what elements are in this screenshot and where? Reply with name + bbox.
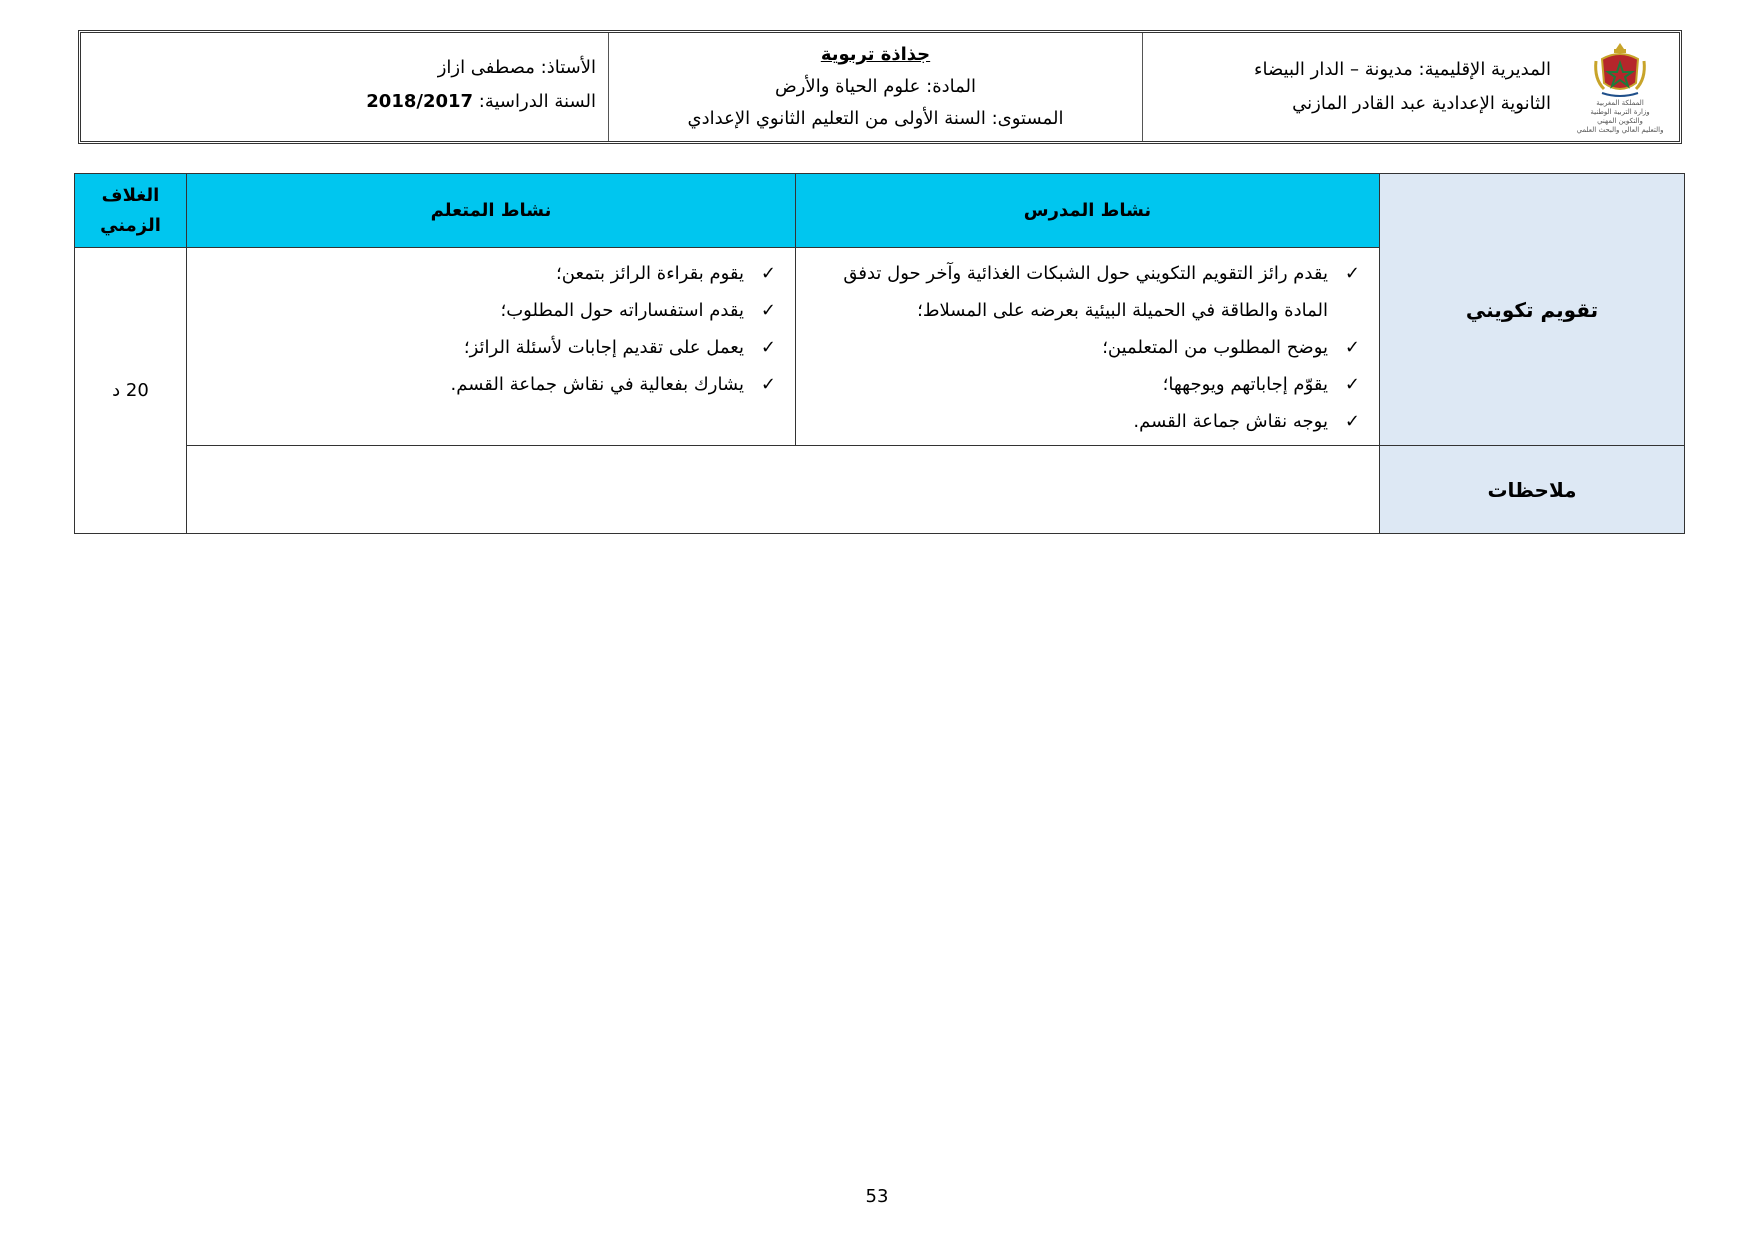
list-item: ✓ يقدم استفساراته حول المطلوب؛ xyxy=(196,292,784,329)
list-item: ✓ يقوم بقراءة الرائز بتمعن؛ xyxy=(196,255,784,292)
school-year-label: السنة الدراسية: xyxy=(473,91,596,112)
notes-label-cell xyxy=(1380,446,1685,534)
teacher-line: الأستاذ: مصطفى ازاز xyxy=(437,57,596,78)
time-value: 20 د xyxy=(112,380,149,401)
check-icon: ✓ xyxy=(1344,337,1360,358)
royal-emblem-icon xyxy=(1592,39,1648,99)
check-icon: ✓ xyxy=(1344,263,1360,284)
check-icon: ✓ xyxy=(760,300,776,321)
level-line: المستوى: السنة الأولى من التعليم الثانوي الإعدادي xyxy=(687,108,1064,129)
school-line: الثانوية الإعدادية عبد القادر المازني xyxy=(1292,93,1551,114)
check-icon: ✓ xyxy=(760,374,776,395)
list-item: ✓ يقوّم إجاباتهم ويوجهها؛ xyxy=(805,366,1368,403)
learner-activity-cell xyxy=(187,248,796,446)
phase-label: تقويم تكويني xyxy=(1465,297,1599,322)
list-item: ✓ يشارك بفعالية في نقاش جماعة القسم. xyxy=(196,366,784,403)
school-year-line xyxy=(81,85,596,119)
time-cell xyxy=(75,248,187,534)
school-year-value: 2018/2017 xyxy=(366,91,474,112)
check-icon: ✓ xyxy=(1344,411,1360,432)
directorate-line: المديرية الإقليمية: مديونة – الدار البيضاء xyxy=(1254,59,1551,80)
phase-cell xyxy=(1380,174,1685,446)
time-header: الغلاف الزمني xyxy=(75,174,187,248)
check-icon: ✓ xyxy=(760,263,776,284)
header-institution xyxy=(1143,33,1679,141)
header-teacher xyxy=(81,33,609,141)
document-header xyxy=(78,30,1682,144)
emblem-caption: المملكة المغربية وزارة التربية الوطنية والتكوين المهني والتعليم العالي والبحث العلمي xyxy=(1576,99,1664,134)
learner-activity-list xyxy=(188,249,794,407)
list-item: ✓ يعمل على تقديم إجابات لأسئلة الرائز؛ xyxy=(196,329,784,366)
header-subject xyxy=(609,33,1143,141)
emblem xyxy=(1565,37,1675,137)
teacher-activity-list xyxy=(797,249,1378,444)
list-item: ✓ يقدم رائز التقويم التكويني حول الشبكات الغذائية وآخر حول تدفق المادة والطاقة في الحميلة البيئية بعرضه على المسلاط؛ xyxy=(805,255,1368,329)
teacher-activity-header: نشاط المدرس xyxy=(796,174,1380,248)
list-item: ✓ يوضح المطلوب من المتعلمين؛ xyxy=(805,329,1368,366)
list-item: ✓ يوجه نقاش جماعة القسم. xyxy=(805,403,1368,440)
subject-line: المادة: علوم الحياة والأرض xyxy=(774,76,977,97)
lesson-table xyxy=(74,173,1685,534)
learner-activity-header: نشاط المتعلم xyxy=(187,174,796,248)
page-number: 53 xyxy=(865,1186,889,1207)
check-icon: ✓ xyxy=(1344,374,1360,395)
check-icon: ✓ xyxy=(760,337,776,358)
notes-cell xyxy=(187,446,1380,534)
teacher-activity-cell xyxy=(796,248,1380,446)
notes-label: ملاحظات xyxy=(1487,477,1577,502)
document-title: جذاذة تربوية xyxy=(820,44,931,65)
